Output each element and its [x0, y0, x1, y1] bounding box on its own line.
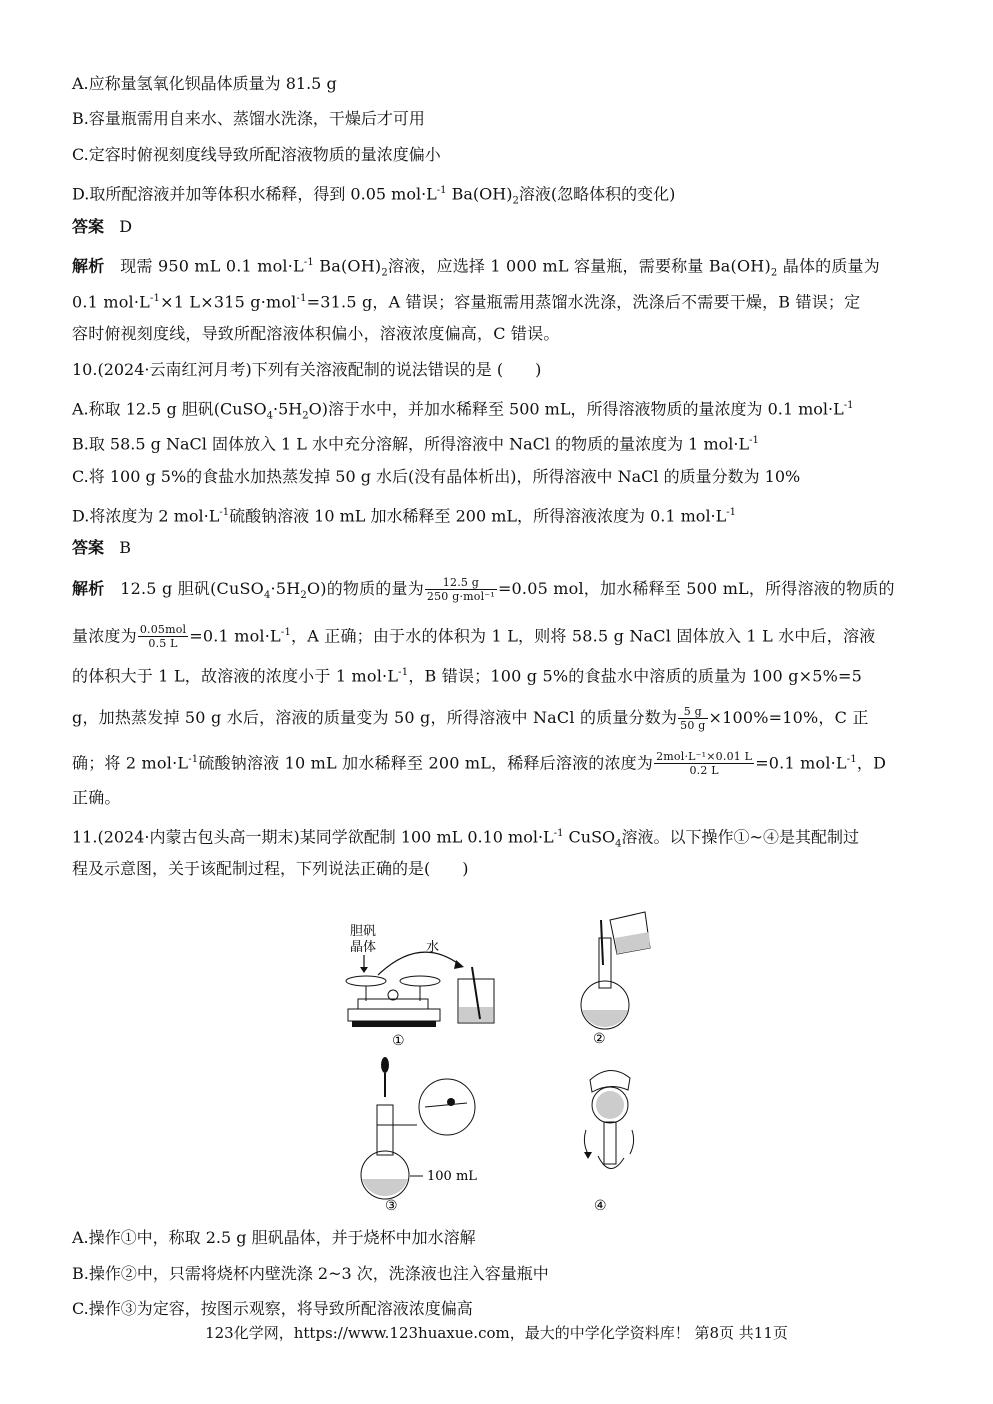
q9-option-a: A.应称量氢氧化钡晶体质量为 81.5 g	[72, 74, 337, 93]
page-footer: 123化学网，https://www.123huaxue.com，最大的中学化学资料库！ 第8页 共11页	[205, 1324, 788, 1342]
q9-option-d: D.取所配溶液并加等体积水稀释，得到 0.05 $mol\cdot L^{-1}$ $Ba(OH)_2$溶液(忽略体积的变化)	[72, 184, 676, 207]
figure-number-1: ①	[392, 1033, 405, 1049]
fraction-4: $\frac{\text{2mol·L⁻¹×0.01 L}}{0.2 L}$	[656, 750, 753, 778]
q10-option-b: B.取 58.5 g NaCl 固体放入 1 L 水中充分溶解，所得溶液中 NaCl 的物质的量浓度为 1 $mol\cdot L^{-1}$	[72, 434, 759, 454]
q11-option-c: C.操作③为定容，按图示观察，将导致所配溶液浓度偏高	[72, 1299, 473, 1318]
transfer-illustration	[565, 910, 675, 1050]
q10-analysis-line6: 正确。	[72, 788, 121, 807]
q10-option-a: A.称取 12.5 g 胆矾$(CuSO_4\cdot 5H_2O)$溶于水中，并加水稀释至 500 mL，所得溶液物质的量浓度为 0.1 $mol\cdot L^{-1}$	[72, 399, 854, 422]
q10-analysis-line5: 确；将 2 $mol\cdot L^{-1}$硫酸钠溶液 10 mL 加水稀释至 200 mL，稀释后溶液的浓度为 $\frac{\text{2mol·L⁻¹×0.01 L}}{0.2 L}$ =0.1 $mol\cdot L^{-1}$，D	[72, 750, 887, 778]
fraction-1: $\frac{12.5 g}{\text{250 g·mol⁻¹}}$	[426, 576, 495, 603]
q9-analysis-line1: 解析 现需 950 mL 0.1 $mol\cdot L^{-1}$ $Ba(OH)_2$溶液，应选择 1 000 mL 容量瓶，需要称量 $Ba(OH)_2$ 晶体的质量为	[72, 256, 880, 279]
figure-number-3: ③	[385, 1198, 398, 1214]
q10-answer: 答案 B	[72, 538, 132, 557]
q9-answer: 答案 D	[72, 217, 133, 236]
fraction-3: $\frac{5 g}{50 g}$	[680, 705, 706, 732]
q9-option-b: B.容量瓶需用自来水、蒸馏水洗涤，干燥后才可用	[72, 109, 425, 128]
q10-analysis-line2: 量浓度为 $\frac{\text{0.05mol}}{0.5 L}$ =0.1 $mol\cdot L^{-1}$，A 正确；由于水的体积为 1 L，则将 58.5 g NaCl 固体放入 1 L 水中后，溶液	[72, 623, 876, 651]
q11-stem-line2: 程及示意图，关于该配制过程，下列说法正确的是( )	[72, 859, 469, 878]
label-crystal-1: 胆矾	[350, 924, 377, 939]
q10-analysis-line4: g，加热蒸发掉 50 g 水后，溶液的质量变为 50 g，所得溶液中 NaCl 的质量分数为 $\frac{5 g}{50 g}$ ×100%=10%，C 正	[72, 705, 869, 732]
q10-option-d: D.将浓度为 2 $mol\cdot L^{-1}$硫酸钠溶液 10 mL 加水稀释至 200 mL，所得溶液浓度为 0.1 $mol\cdot L^{-1}$	[72, 506, 737, 526]
q11-option-b: B.操作②中，只需将烧杯内壁洗涤 2~3 次，洗涤液也注入容量瓶中	[72, 1264, 549, 1283]
balance-beaker-illustration	[330, 915, 510, 1050]
label-100ml: 100 mL	[427, 1169, 477, 1184]
figure-number-2: ②	[593, 1031, 606, 1047]
q10-stem: 10.(2024·云南红河月考)下列有关溶液配制的说法错误的是 ( )	[72, 360, 542, 379]
q10-option-c: C.将 100 g 5%的食盐水加热蒸发掉 50 g 水后(没有晶体析出)，所得溶液中 NaCl 的质量分数为 10%	[72, 467, 801, 486]
figure-4-shaking	[570, 1060, 650, 1215]
q10-analysis-line1: 解析 12.5 g 胆矾$(CuSO_4\cdot 5H_2O)$的物质的量为 $\frac{12.5 g}{\text{250 g·mol⁻¹}}$ =0.05 mol，加水稀释至 500 mL，所得溶液的物质的	[72, 576, 895, 603]
label-crystal-2: 晶体	[350, 940, 377, 955]
figure-2-transfer	[565, 910, 675, 1050]
q10-analysis-line3: 的体积大于 1 L，故溶液的浓度小于 1 $mol\cdot L^{-1}$，B 错误；100 g 5%的食盐水中溶质的质量为 100 g×5%=5	[72, 666, 863, 686]
figure-1-weighing	[330, 915, 510, 1050]
q9-analysis-line2: 0.1 $mol\cdot L^{-1}\times 1$ L×315 g·mol$^{-1}$=31.5 g，A 错误；容量瓶需用蒸馏水洗涤，洗涤后不需要干燥，B 错误；定	[72, 292, 861, 312]
figure-3-constant-volume	[355, 1055, 515, 1215]
q11-option-a: A.操作①中，称取 2.5 g 胆矾晶体，并于烧杯中加水溶解	[72, 1228, 476, 1247]
q11-stem-line1: 11.(2024·内蒙古包头高一期末)某同学欲配制 100 mL 0.10 $mol\cdot L^{-1}$ CuSO$_4$溶液。以下操作①~④是其配制过	[72, 827, 859, 850]
constant-volume-illustration	[355, 1055, 515, 1215]
label-water: 水	[426, 940, 440, 955]
shaking-illustration	[570, 1060, 650, 1215]
q9-analysis-line3: 容时俯视刻度线，导致所配溶液体积偏小，溶液浓度偏高，C 错误。	[72, 324, 560, 343]
fraction-2: $\frac{\text{0.05mol}}{0.5 L}$	[139, 623, 187, 651]
q9-option-c: C.定容时俯视刻度线导致所配溶液物质的量浓度偏小	[72, 145, 441, 164]
figure-number-4: ④	[594, 1198, 607, 1214]
